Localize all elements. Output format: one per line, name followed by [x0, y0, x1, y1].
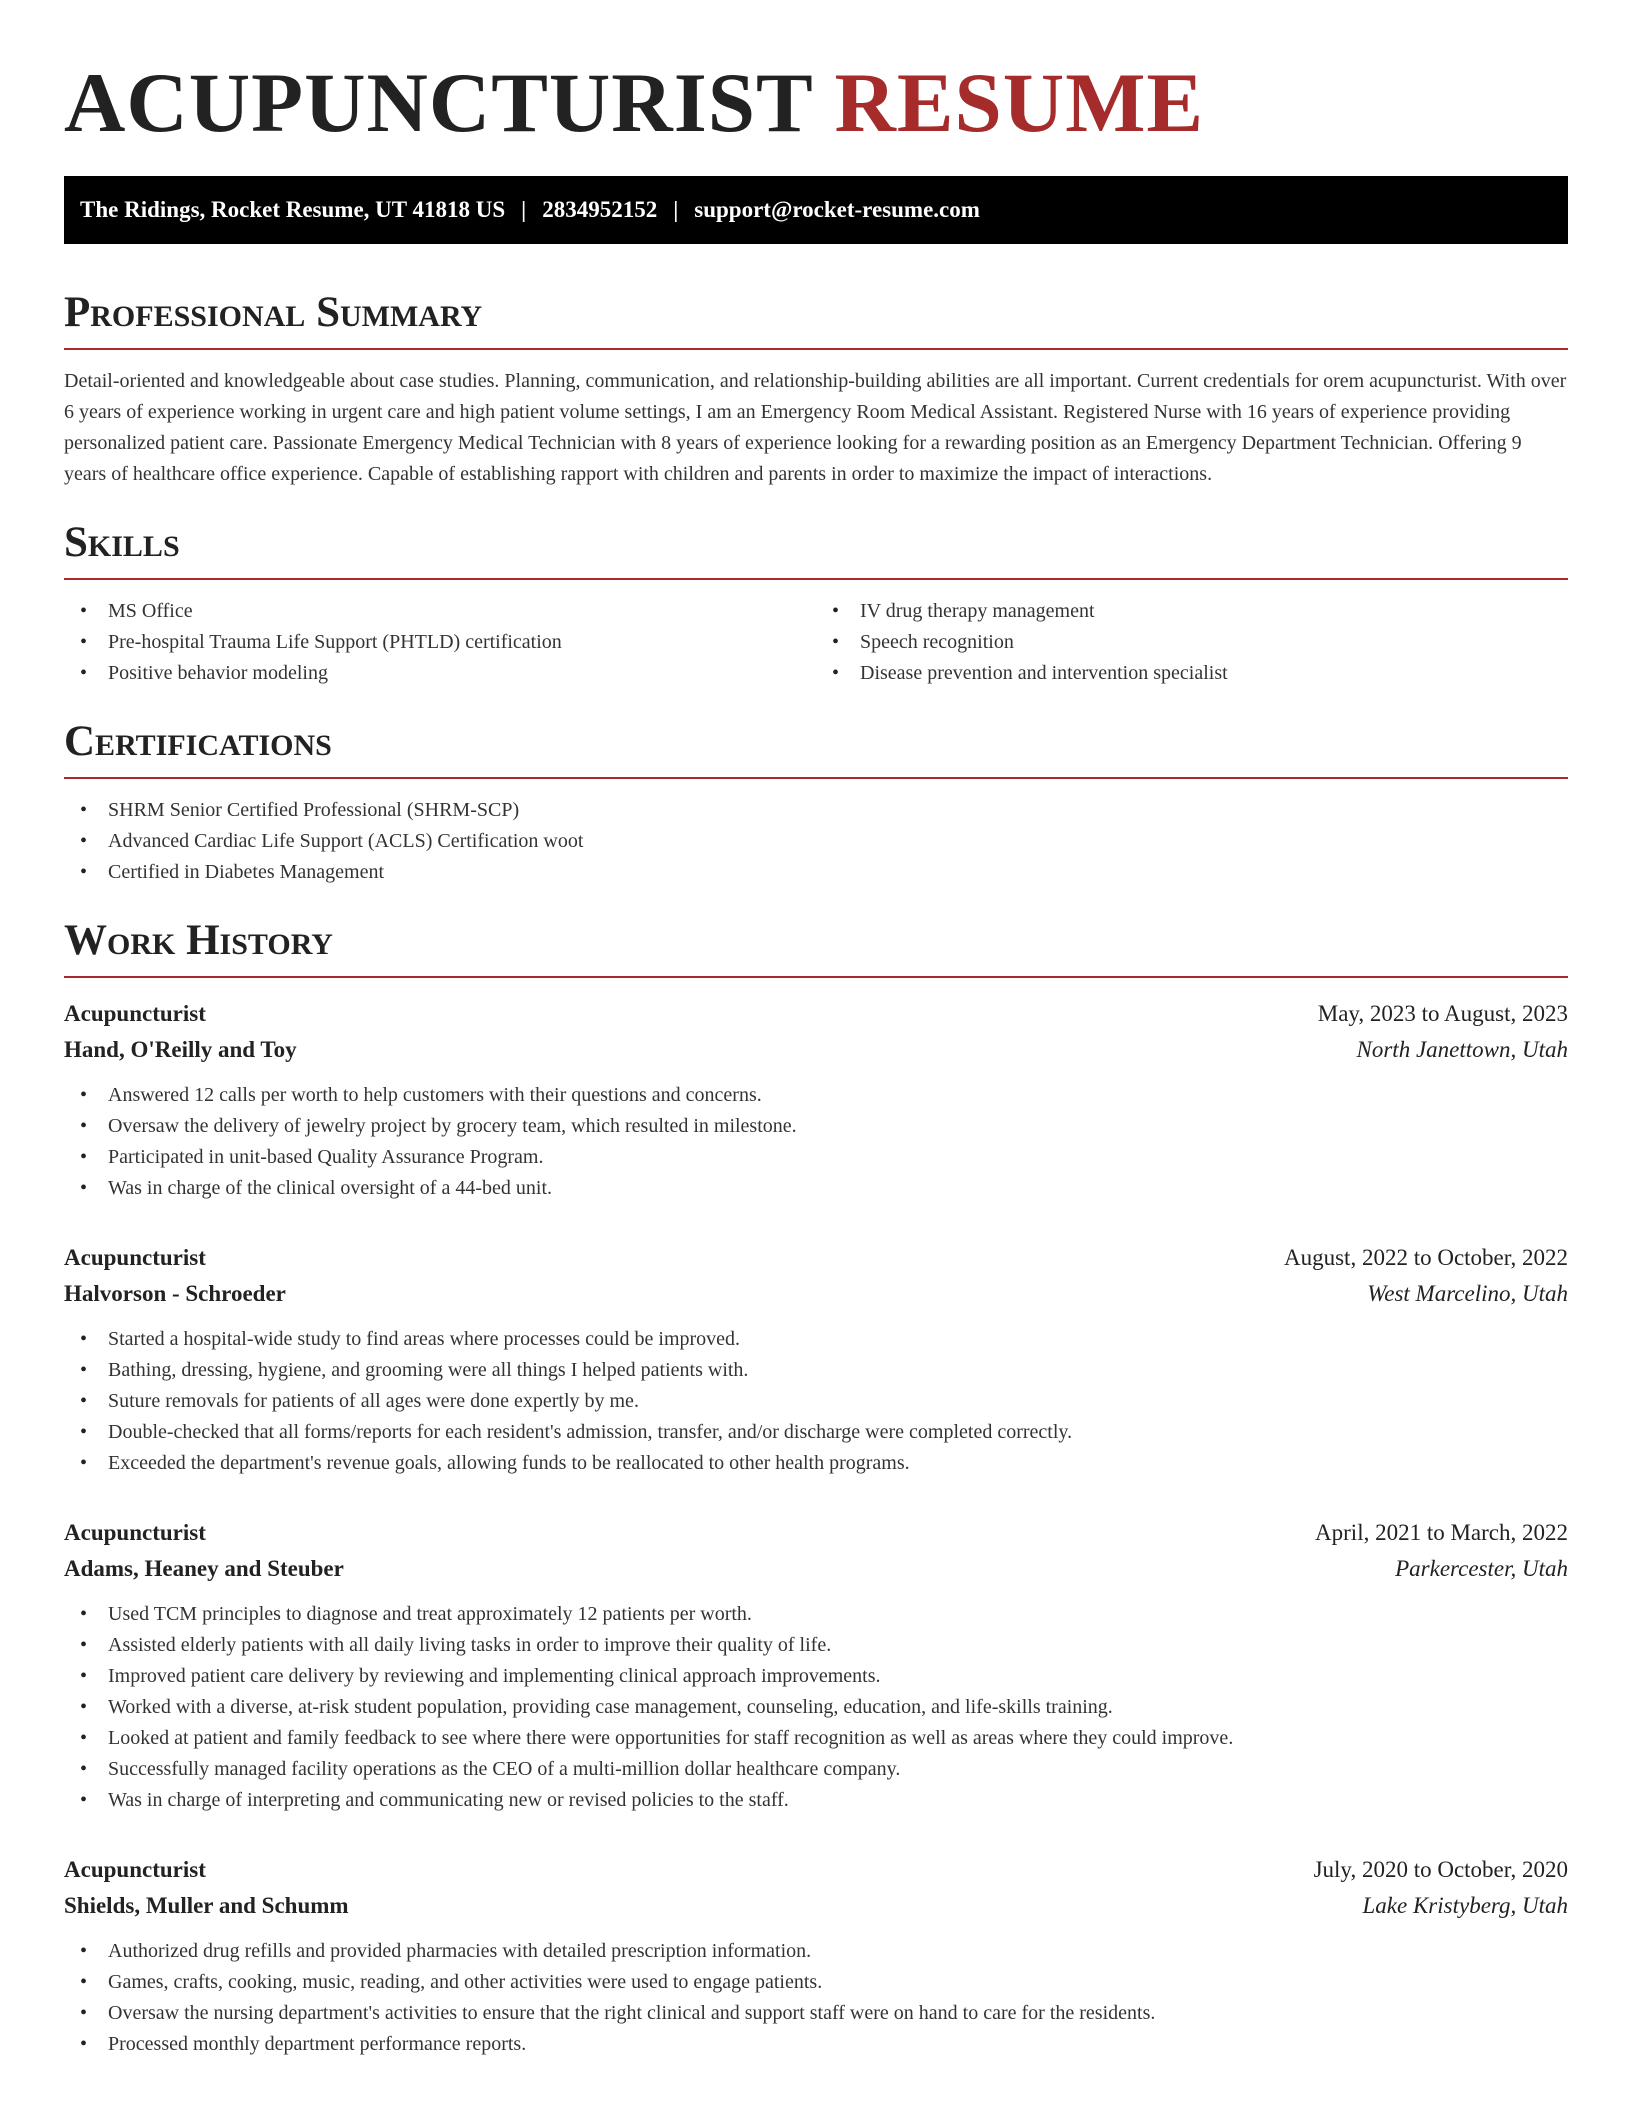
job-entry — [64, 1852, 1568, 2060]
job-duty: • Double-checked that all forms/reports for each resident's admission, transfer, and/or discharge were completed correctly. — [64, 1417, 1568, 1448]
contact-phone: 2834952152 — [542, 197, 658, 222]
skills-list-right — [816, 596, 1568, 689]
job-duty: • Oversaw the delivery of jewelry project by grocery team, which resulted in milestone. — [64, 1111, 1568, 1142]
job-duty: • Oversaw the nursing department's activities to ensure that the right clinical and support staff were on hand to care for the residents. — [64, 1998, 1568, 2029]
skill-item: • Pre-hospital Trauma Life Support (PHTLD) certification — [64, 627, 816, 658]
job-dates: July, 2020 to October, 2020 — [1313, 1857, 1568, 1882]
summary-heading: Professional Summary — [64, 288, 1568, 350]
job-duty: • Was in charge of interpreting and communicating new or revised policies to the staff. — [64, 1785, 1568, 1816]
job-duty: • Used TCM principles to diagnose and treat approximately 12 patients per worth. — [64, 1599, 1568, 1630]
work-history-heading: Work History — [64, 916, 1568, 978]
job-duty: • Processed monthly department performance reports. — [64, 2029, 1568, 2060]
job-duty: • Started a hospital-wide study to find areas where processes could be improved. — [64, 1324, 1568, 1355]
job-title: Acupuncturist — [64, 1245, 206, 1270]
job-duty: • Assisted elderly patients with all daily living tasks in order to improve their quality of life. — [64, 1630, 1568, 1661]
job-entry — [64, 996, 1568, 1204]
job-duty: • Games, crafts, cooking, music, reading, and other activities were used to engage patients. — [64, 1967, 1568, 1998]
resume-title — [64, 0, 1568, 176]
job-duties — [64, 1599, 1568, 1816]
skills-heading: Skills — [64, 518, 1568, 580]
job-duties — [64, 1080, 1568, 1204]
contact-separator: | — [521, 197, 527, 222]
job-location: North Janettown, Utah — [1356, 1037, 1568, 1062]
job-duty: • Suture removals for patients of all ages were done expertly by me. — [64, 1386, 1568, 1417]
skill-item: • Disease prevention and intervention specialist — [816, 658, 1568, 689]
certification-item: • Certified in Diabetes Management — [64, 857, 1568, 888]
skills-grid — [64, 596, 1568, 689]
certification-item: • SHRM Senior Certified Professional (SHRM-SCP) — [64, 795, 1568, 826]
job-entry — [64, 1515, 1568, 1816]
job-company-row — [64, 1551, 1568, 1587]
title-main: ACUPUNCTURIST — [64, 56, 813, 150]
job-duty: • Answered 12 calls per worth to help customers with their questions and concerns. — [64, 1080, 1568, 1111]
certifications-list — [64, 795, 1568, 888]
skill-item: • MS Office — [64, 596, 816, 627]
certifications-heading: Certifications — [64, 717, 1568, 779]
job-duty: • Was in charge of the clinical oversight of a 44-bed unit. — [64, 1173, 1568, 1204]
title-accent: RESUME — [834, 56, 1205, 150]
job-header-row — [64, 1852, 1568, 1888]
job-duty: • Successfully managed facility operations as the CEO of a multi-million dollar healthcare company. — [64, 1754, 1568, 1785]
job-duties — [64, 1324, 1568, 1479]
job-duty: • Worked with a diverse, at-risk student population, providing case management, counseling, education, and life-skills training. — [64, 1692, 1568, 1723]
job-company: Halvorson - Schroeder — [64, 1281, 286, 1306]
job-location: Parkercester, Utah — [1395, 1556, 1568, 1581]
job-duty: • Bathing, dressing, hygiene, and grooming were all things I helped patients with. — [64, 1355, 1568, 1386]
job-title: Acupuncturist — [64, 1857, 206, 1882]
job-duty: • Improved patient care delivery by reviewing and implementing clinical approach improvements. — [64, 1661, 1568, 1692]
job-duty: • Participated in unit-based Quality Assurance Program. — [64, 1142, 1568, 1173]
job-title: Acupuncturist — [64, 1001, 206, 1026]
job-duty: • Looked at patient and family feedback to see where there were opportunities for staff recognition as well as areas where they could improve. — [64, 1723, 1568, 1754]
job-dates: May, 2023 to August, 2023 — [1317, 1001, 1568, 1026]
contact-separator: | — [673, 197, 679, 222]
job-entry — [64, 1240, 1568, 1479]
skill-item: • Positive behavior modeling — [64, 658, 816, 689]
job-duty: • Exceeded the department's revenue goals, allowing funds to be reallocated to other health programs. — [64, 1448, 1568, 1479]
skill-item: • Speech recognition — [816, 627, 1568, 658]
job-dates: April, 2021 to March, 2022 — [1315, 1520, 1568, 1545]
job-company: Adams, Heaney and Steuber — [64, 1556, 344, 1581]
contact-email: support@rocket-resume.com — [694, 197, 980, 222]
job-location: Lake Kristyberg, Utah — [1362, 1893, 1568, 1918]
job-header-row — [64, 1515, 1568, 1551]
job-location: West Marcelino, Utah — [1367, 1281, 1568, 1306]
certification-item: • Advanced Cardiac Life Support (ACLS) Certification woot — [64, 826, 1568, 857]
job-duties — [64, 1936, 1568, 2060]
job-duty: • Authorized drug refills and provided pharmacies with detailed prescription information. — [64, 1936, 1568, 1967]
skills-list-left — [64, 596, 816, 689]
job-company-row — [64, 1888, 1568, 1924]
contact-bar — [64, 176, 1568, 244]
job-company-row — [64, 1032, 1568, 1068]
skill-item: • IV drug therapy management — [816, 596, 1568, 627]
job-header-row — [64, 1240, 1568, 1276]
job-company: Shields, Muller and Schumm — [64, 1893, 349, 1918]
contact-address: The Ridings, Rocket Resume, UT 41818 US — [80, 197, 506, 222]
job-header-row — [64, 996, 1568, 1032]
job-dates: August, 2022 to October, 2022 — [1284, 1245, 1568, 1270]
summary-text: Detail-oriented and knowledgeable about case studies. Planning, communication, and relationship-building abilities are all important. Current credentials for orem acupuncturist. With over 6 years of experience working in urgent care and high patient volume settings, I am an Emergency Room Medical Assistant. Registered Nurse with 16 years of experience providing personalized patient care. Passionate Emergency Medical Technician with 8 years of experience looking for a rewarding position as an Emergency Department Technician. Offering 9 years of healthcare office experience. Capable of establishing rapport with children and parents in order to maximize the impact of interactions. — [64, 370, 1567, 485]
job-company: Hand, O'Reilly and Toy — [64, 1037, 297, 1062]
job-company-row — [64, 1276, 1568, 1312]
job-title: Acupuncturist — [64, 1520, 206, 1545]
